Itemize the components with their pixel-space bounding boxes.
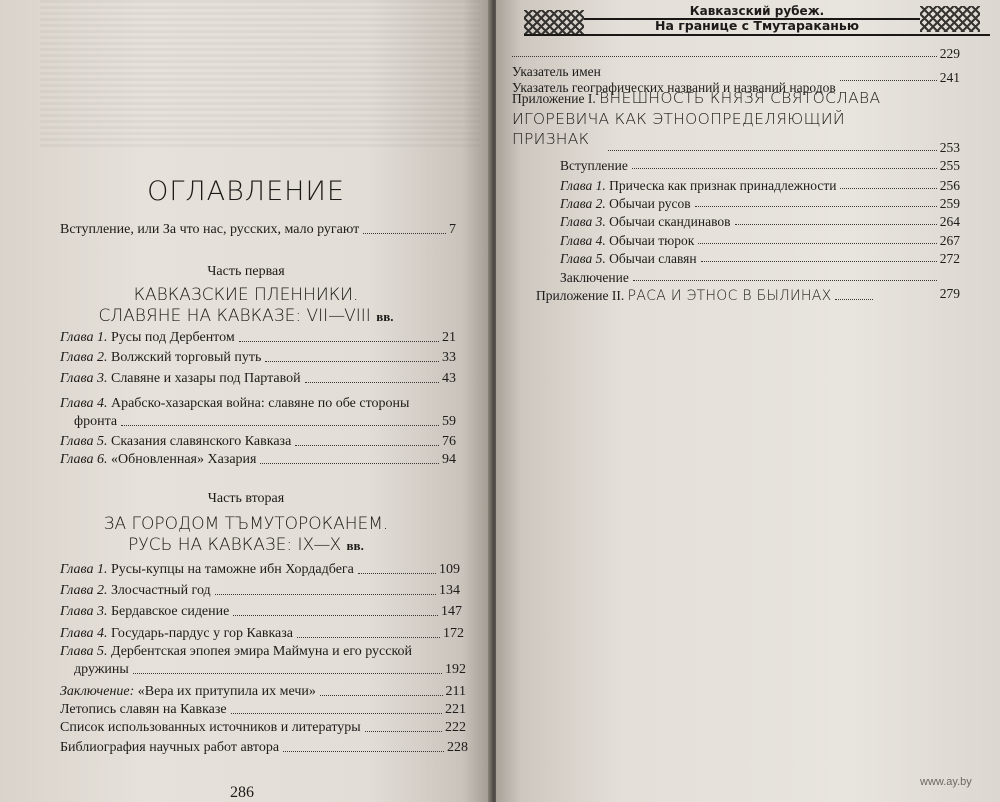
- toc-entry-index-names: 229: [512, 46, 960, 61]
- part1-title: КАВКАЗСКИЕ ПЛЕННИКИ. СЛАВЯНЕ НА КАВКАЗЕ: VII—VIII вв.: [98, 285, 394, 326]
- toc-entry-p1-ch4-cont: фронта 59: [74, 414, 456, 429]
- header-rule-bottom: [524, 34, 990, 36]
- watermark: www.ay.by: [920, 776, 972, 788]
- toc-entry-p2-chronicle: Летопись славян на Кавказе 221: [60, 702, 466, 717]
- toc-entry-p1-ch1: Глава 1. Русы под Дербентом 21: [60, 330, 456, 345]
- toc-entry-a1-ch2: Глава 2. Обычаи русов 259: [560, 196, 960, 211]
- page-number: 286: [230, 784, 254, 801]
- toc-entry-p2-ch4: Глава 4. Государь-пардус у гор Кавказа 172: [60, 626, 464, 641]
- running-header: [524, 4, 990, 52]
- toc-entry-p1-ch6: Глава 6. «Обновленная» Хазария 94: [60, 452, 456, 467]
- toc-entry-p2-ch2: Глава 2. Злосчастный год 134: [60, 583, 460, 598]
- toc-title: ОГЛАВЛЕНИЕ: [147, 176, 345, 207]
- toc-entry-p1-ch4: Глава 4. Арабско-хазарская война: славяне по обе стороны: [60, 396, 410, 411]
- toc-entry-index-geo: Указатель географических названий и названий народов 241: [512, 70, 960, 95]
- toc-entry-a1-ch5: Глава 5. Обычаи славян 272: [560, 251, 960, 266]
- toc-entry-p1-ch2: Глава 2. Волжский торговый путь 33: [60, 350, 456, 365]
- part2-title: ЗА ГОРОДОМ ТЪМУТОРОКАНЕМ. РУСЬ НА КАВКАЗЕ: IX—X вв.: [103, 514, 389, 555]
- toc-entry-intro: Вступление, или За что нас, русских, мало ругают 7: [60, 222, 456, 237]
- bleed-through-text: [40, 0, 480, 150]
- left-page: [0, 0, 492, 802]
- toc-entry-p2-ch5-cont: дружины 192: [74, 662, 466, 677]
- header-line1: Кавказский рубеж.: [689, 4, 825, 18]
- toc-entry-p2-bibliography: Библиография научных работ автора 228: [60, 740, 468, 755]
- toc-entry-p2-sources: Список использованных источников и литературы 222: [60, 720, 466, 735]
- toc-entry-p2-conclusion: Заключение: «Вера их притупила их мечи» 211: [60, 684, 466, 699]
- toc-entry-p1-ch5: Глава 5. Сказания славянского Кавказа 76: [60, 434, 456, 449]
- toc-entry-a1-ch3: Глава 3. Обычаи скандинавов 264: [560, 214, 960, 229]
- toc-entry-p2-ch1: Глава 1. Русы-купцы на таможне ибн Хордадбега 109: [60, 562, 460, 577]
- appendix1-title: Приложение I. ВНЕШНОСТЬ КНЯЗЯ СВЯТОСЛАВА ИГОРЕВИЧА КАК ЭТНООПРЕДЕЛЯЮЩИЙ ПРИЗНАК: [512, 89, 881, 148]
- toc-entry-p1-ch3: Глава 3. Славяне и хазары под Партавой 43: [60, 371, 456, 386]
- header-line2: На границе с Тмутараканью: [655, 18, 859, 33]
- toc-entry-a1-intro: Вступление 255: [560, 158, 960, 173]
- toc-entry-a1-conclusion: Заключение 279: [560, 270, 960, 301]
- part2-label: Часть вторая: [207, 491, 285, 506]
- toc-entry-appendix2: Приложение II. РАСА И ЭТНОС В БЫЛИНАХ: [536, 288, 876, 304]
- toc-entry-a1-ch4: Глава 4. Обычаи тюрок 267: [560, 233, 960, 248]
- toc-entry-appendix1: 253: [608, 140, 960, 155]
- toc-entry-index-names-label: Указатель имен: [512, 64, 601, 79]
- part1-label: Часть первая: [207, 264, 285, 279]
- toc-entry-p2-ch3: Глава 3. Бердавское сидение 147: [60, 604, 462, 619]
- toc-entry-a1-ch1: Глава 1. Прическа как признак принадлежности 256: [560, 178, 960, 193]
- toc-entry-p2-ch5: Глава 5. Дербентская эпопея эмира Маймуна и его русской: [60, 644, 413, 659]
